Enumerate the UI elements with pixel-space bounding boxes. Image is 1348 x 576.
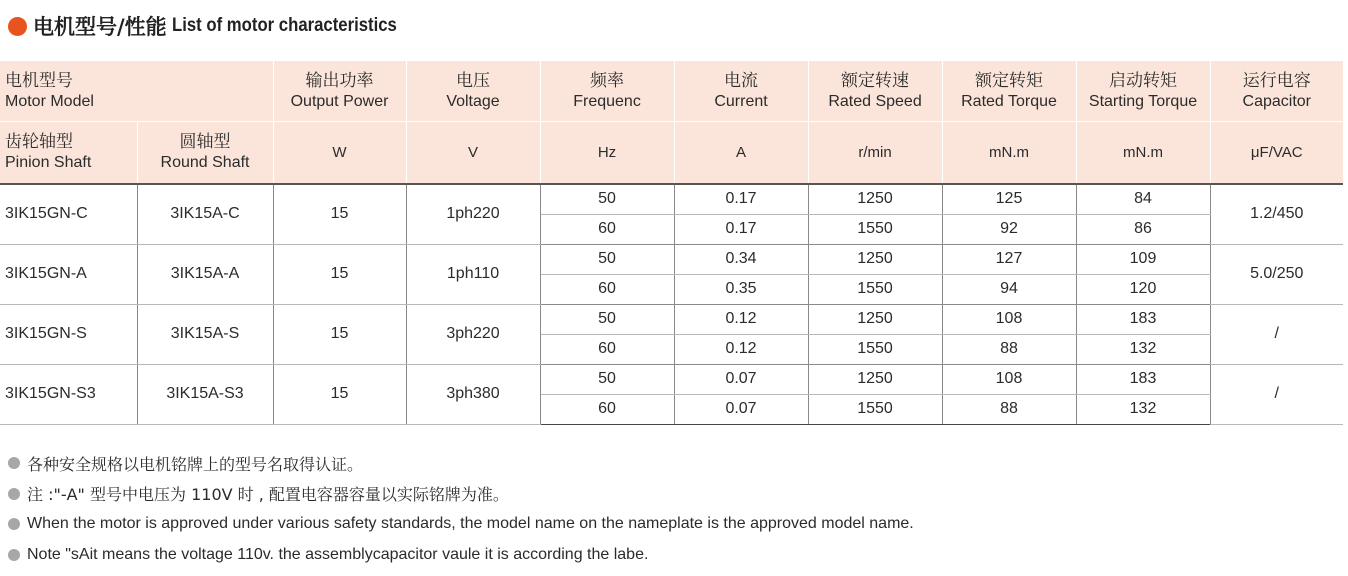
pinion-model: 3IK15GN-S: [0, 305, 137, 365]
note-item: [8, 540, 1338, 571]
header-cn: 圆轴型: [179, 132, 231, 153]
header-cn: 电流: [724, 70, 759, 91]
header-en: Round Shaft: [160, 154, 250, 172]
starting-torque: 120: [1076, 275, 1210, 305]
header-cn: 输出功率: [305, 70, 374, 91]
output-power: 15: [273, 184, 406, 245]
capacitor: /: [1210, 365, 1343, 425]
current: 0.07: [674, 365, 808, 395]
output-power: 15: [273, 305, 406, 365]
header-en: Starting Torque: [1088, 92, 1198, 110]
frequency: 50: [540, 184, 674, 215]
frequency: 60: [540, 395, 674, 425]
current: 0.17: [674, 184, 808, 215]
unit-voltage: V: [406, 122, 540, 185]
unit-current: A: [674, 122, 808, 185]
note-text: 注 :"-A" 型号中电压为 110V 时 , 配置电容器容量以实际铭牌为准。: [27, 485, 509, 505]
rated-speed: 1250: [808, 365, 942, 395]
starting-torque: 84: [1076, 184, 1210, 215]
title-chinese: 电机型号/性能: [33, 15, 167, 39]
pinion-model: 3IK15GN-C: [0, 184, 137, 245]
unit-torque: mN.m: [942, 122, 1076, 185]
starting-torque: 86: [1076, 215, 1210, 245]
starting-torque: 183: [1076, 365, 1210, 395]
header-cn: 额定转矩: [975, 70, 1044, 91]
header-round-shaft: [137, 122, 273, 185]
frequency: 60: [540, 335, 674, 365]
rated-speed: 1550: [808, 395, 942, 425]
frequency: 60: [540, 215, 674, 245]
header-en: Current: [714, 92, 768, 110]
header-row-units: [0, 122, 1343, 185]
note-text: Note "sAit means the voltage 110v. the assemblycapacitor vaule it is according the labe.: [27, 545, 649, 563]
rated-speed: 1250: [808, 184, 942, 215]
round-model: 3IK15A-C: [137, 184, 273, 245]
header-cn: 齿轮轴型: [5, 132, 73, 153]
rated-torque: 108: [942, 365, 1076, 395]
note-item: [8, 509, 1338, 540]
header-capacitor: [1210, 61, 1343, 122]
unit-capacitor: μF/VAC: [1210, 122, 1343, 185]
note-text: When the motor is approved under various safety standards, the model name on the nameplate is the approved model name.: [27, 515, 914, 533]
header-cn: 电压: [456, 70, 491, 91]
round-model: 3IK15A-A: [137, 245, 273, 305]
output-power: 15: [273, 245, 406, 305]
rated-speed: 1550: [808, 335, 942, 365]
rated-torque: 125: [942, 184, 1076, 215]
rated-torque: 108: [942, 305, 1076, 335]
table-row: [0, 305, 1343, 335]
section-title: [8, 10, 427, 42]
starting-torque: 183: [1076, 305, 1210, 335]
table-row: [0, 184, 1343, 215]
voltage: 1ph110: [406, 245, 540, 305]
rated-torque: 92: [942, 215, 1076, 245]
header-en: Rated Speed: [828, 92, 922, 110]
bullet-icon: [8, 549, 20, 561]
frequency: 50: [540, 245, 674, 275]
starting-torque: 132: [1076, 395, 1210, 425]
rated-speed: 1550: [808, 275, 942, 305]
output-power: 15: [273, 365, 406, 425]
header-motor-model: [0, 61, 273, 122]
header-rated-torque: [942, 61, 1076, 122]
motor-spec-table: [0, 61, 1343, 425]
header-rated-speed: [808, 61, 942, 122]
header-frequency: [540, 61, 674, 122]
header-en: Output Power: [290, 92, 389, 110]
voltage: 1ph220: [406, 184, 540, 245]
unit-speed: r/min: [808, 122, 942, 185]
header-cn: 频率: [590, 70, 625, 91]
starting-torque: 109: [1076, 245, 1210, 275]
current: 0.35: [674, 275, 808, 305]
header-en: Rated Torque: [961, 92, 1057, 110]
voltage: 3ph220: [406, 305, 540, 365]
note-item: [8, 448, 1338, 479]
header-en: Capacitor: [1242, 92, 1311, 110]
header-cn: 运行电容: [1242, 70, 1311, 91]
frequency: 50: [540, 365, 674, 395]
rated-speed: 1550: [808, 215, 942, 245]
header-starting-torque: [1076, 61, 1210, 122]
current: 0.12: [674, 305, 808, 335]
unit-power: W: [273, 122, 406, 185]
capacitor: /: [1210, 305, 1343, 365]
header-pinion-shaft: [0, 122, 137, 185]
header-row-labels: [0, 61, 1343, 122]
round-model: 3IK15A-S: [137, 305, 273, 365]
header-cn: 启动转矩: [1109, 70, 1178, 91]
header-motor-model-cn: 电机型号: [5, 70, 73, 91]
pinion-model: 3IK15GN-A: [0, 245, 137, 305]
capacitor: 5.0/250: [1210, 245, 1343, 305]
rated-speed: 1250: [808, 245, 942, 275]
header-voltage: [406, 61, 540, 122]
frequency: 60: [540, 275, 674, 305]
voltage: 3ph380: [406, 365, 540, 425]
table-row: [0, 245, 1343, 275]
current: 0.17: [674, 215, 808, 245]
header-en: Voltage: [446, 92, 500, 110]
capacitor: 1.2/450: [1210, 184, 1343, 245]
pinion-model: 3IK15GN-S3: [0, 365, 137, 425]
header-en: Pinion Shaft: [5, 154, 92, 172]
header-en: Frequenc: [573, 92, 641, 110]
bullet-icon: [8, 457, 20, 469]
title-english: List of motor characteristics: [171, 15, 397, 36]
current: 0.12: [674, 335, 808, 365]
header-motor-model-en: Motor Model: [5, 92, 94, 110]
bullet-dot-icon: [8, 17, 27, 36]
header-cn: 额定转速: [841, 70, 910, 91]
header-output-power: [273, 61, 406, 122]
header-current: [674, 61, 808, 122]
current: 0.07: [674, 395, 808, 425]
rated-torque: 88: [942, 395, 1076, 425]
bullet-icon: [8, 488, 20, 500]
rated-torque: 127: [942, 245, 1076, 275]
bullet-icon: [8, 518, 20, 530]
round-model: 3IK15A-S3: [137, 365, 273, 425]
unit-frequency: Hz: [540, 122, 674, 185]
notes-list: [8, 448, 1338, 570]
table-row: [0, 365, 1343, 395]
starting-torque: 132: [1076, 335, 1210, 365]
note-item: [8, 479, 1338, 510]
rated-torque: 94: [942, 275, 1076, 305]
current: 0.34: [674, 245, 808, 275]
rated-torque: 88: [942, 335, 1076, 365]
note-text: 各种安全规格以电机铭牌上的型号名取得认证。: [27, 454, 364, 474]
unit-starting-torque: mN.m: [1076, 122, 1210, 185]
frequency: 50: [540, 305, 674, 335]
rated-speed: 1250: [808, 305, 942, 335]
